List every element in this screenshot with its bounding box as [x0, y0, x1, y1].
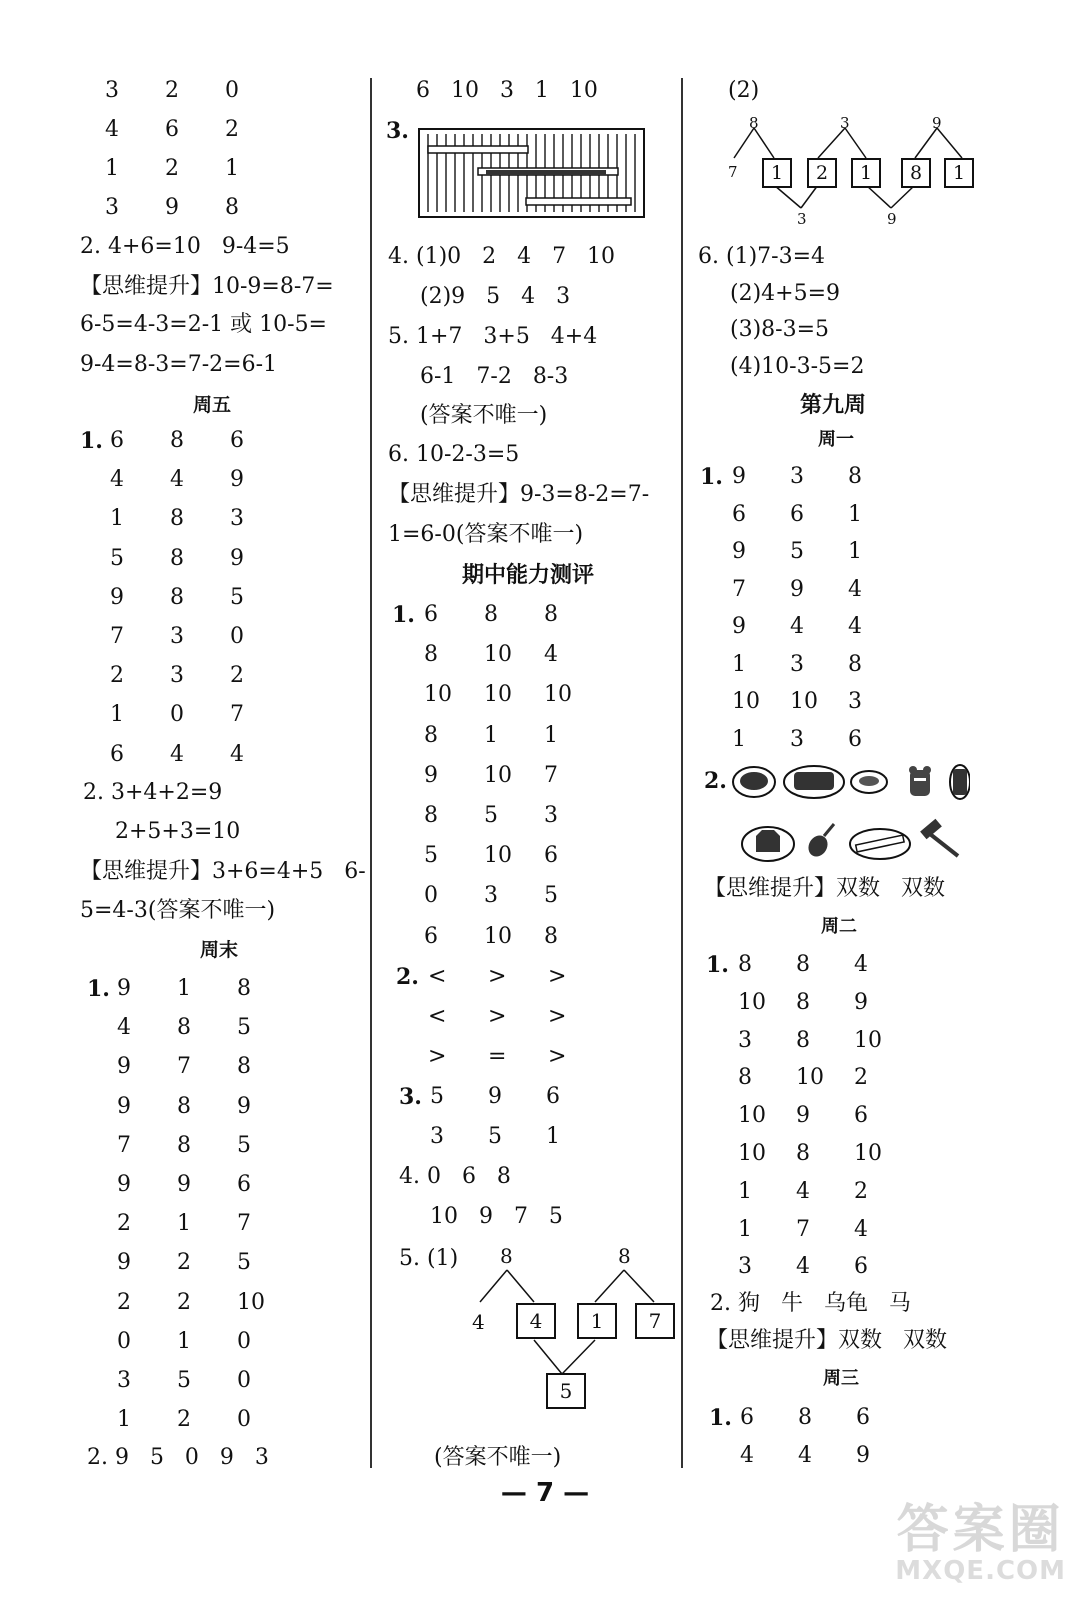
grid-cell: 5: [430, 1084, 444, 1109]
grid-cell: 4: [110, 467, 124, 493]
grid-cell: 8: [424, 722, 438, 748]
grid-cell: 3: [790, 726, 804, 752]
grid-cell: 10: [484, 843, 512, 869]
column-1: [0, 0, 370, 1475]
section-title-mon: 周一: [818, 429, 854, 450]
mid-q5-note: (答案不唯一): [434, 1445, 562, 1470]
grid-cell: 5: [177, 1368, 191, 1393]
watermark-url: MXQE.COM: [895, 1556, 1066, 1586]
grid-cell: 9: [117, 1093, 131, 1119]
grid-cell: 1: [484, 722, 498, 748]
grid-cell: 9: [117, 976, 131, 1001]
grid-cell: 10: [732, 689, 760, 714]
grid-cell: 8: [177, 1093, 191, 1119]
tree-box-4: 8: [901, 158, 931, 188]
mon-q1-label: 1.: [700, 464, 723, 490]
grid-cell: 9: [117, 1250, 131, 1276]
q2-line: 2. 4+6=10 9-4=5: [80, 234, 290, 259]
top-line: 6 10 3 1 10: [416, 78, 598, 103]
think2-line-1: 【思维提升】3+6=4+5 6-: [80, 859, 366, 884]
grid-cell: 1: [738, 1216, 752, 1242]
grid-cell: =: [488, 1044, 507, 1069]
grid-cell: 3: [790, 464, 804, 489]
grid-cell: 0: [237, 1368, 251, 1393]
grid-cell: 4: [796, 1178, 810, 1204]
grid-cell: 1: [117, 1407, 131, 1433]
grid-cell: 1: [110, 506, 124, 532]
mid-q1-label: 1.: [392, 602, 415, 628]
grid-cell: 5: [110, 545, 124, 571]
grid-cell: 2: [854, 1065, 868, 1091]
grid-cell: 1: [177, 1328, 191, 1354]
grid-cell: 2: [177, 1407, 191, 1433]
grid-cell: 3: [105, 195, 119, 220]
grid-cell: 9: [424, 762, 438, 788]
grid-cell: 10: [484, 642, 512, 668]
q5-2-label: (2): [728, 78, 760, 103]
grid-cell: 6: [732, 501, 746, 527]
grid-cell: 10: [854, 1141, 882, 1166]
week5-q2-line-2: 2+5+3=10: [115, 819, 241, 844]
grid-cell: 8: [798, 1405, 812, 1430]
section-title-week9: 第九周: [800, 392, 867, 418]
tree-leaf-left: 7: [728, 163, 738, 181]
grid-cell: 4: [230, 741, 244, 767]
grid-cell: 8: [796, 952, 810, 977]
grid-cell: 10: [484, 923, 512, 949]
grid-cell: 7: [796, 1216, 810, 1242]
tree-box-3: 7: [635, 1303, 675, 1339]
grid-cell: 8: [177, 1015, 191, 1041]
grid-cell: 4: [170, 741, 184, 767]
tray-icon: [784, 766, 844, 798]
grid-cell: 1: [225, 156, 239, 181]
grid-cell: 7: [177, 1054, 191, 1080]
grid-cell: >: [428, 1044, 447, 1069]
grid-cell: 6: [110, 741, 124, 767]
drumstick-icon: [805, 824, 834, 860]
mid-q5-label: 5. (1): [399, 1246, 459, 1271]
grid-cell: 5: [424, 843, 438, 869]
grid-cell: 3: [170, 663, 184, 689]
grid-cell: 10: [796, 1065, 824, 1091]
grid-cell: 10: [424, 682, 452, 708]
grid-cell: 3: [790, 651, 804, 677]
grid-cell: 6: [424, 923, 438, 949]
grid-cell: 7: [230, 702, 244, 728]
grid-cell: 4: [105, 117, 119, 142]
grid-cell: 9: [732, 614, 746, 639]
watermark-logo: [895, 1487, 1066, 1586]
page-number: — 7 —: [500, 1478, 590, 1508]
grid-cell: 2: [177, 1289, 191, 1315]
q6-line-4: (4)10-3-5=2: [730, 354, 865, 379]
grid-cell: 4: [854, 952, 868, 977]
grid-cell: 8: [225, 195, 239, 220]
grid-cell: 10: [854, 1027, 882, 1053]
grid-cell: 3: [848, 689, 862, 714]
grid-cell: 8: [544, 602, 558, 627]
grid-cell: 5: [484, 803, 498, 828]
grid-cell: 8: [738, 952, 752, 977]
grid-cell: 7: [544, 762, 558, 788]
bowl-icon: [851, 771, 887, 793]
tree-leaf-left: 4: [472, 1310, 485, 1334]
tree-top-3: 9: [932, 114, 942, 132]
grid-cell: 9: [237, 1093, 251, 1119]
grid-cell: 4: [117, 1015, 131, 1041]
grid-cell: 1: [110, 702, 124, 728]
grid-cell: 3: [170, 624, 184, 649]
tue-q1-label: 1.: [706, 952, 729, 978]
tree-box-5: 1: [944, 158, 974, 188]
grid-cell: 6: [544, 843, 558, 869]
grid-cell: 6: [790, 501, 804, 527]
grid-cell: 1: [105, 156, 119, 181]
tree-top-2: 3: [840, 114, 850, 132]
grid-cell: 7: [237, 1211, 251, 1237]
grid-cell: 9: [790, 576, 804, 602]
grid-cell: 4: [790, 614, 804, 639]
hammer-icon: [920, 819, 958, 856]
grid-cell: 0: [424, 883, 438, 909]
q6-line-1: 6. (1)7-3=4: [698, 244, 826, 269]
grid-cell: 9: [856, 1442, 870, 1468]
grid-cell: >: [488, 964, 507, 989]
grid-cell: <: [428, 1004, 447, 1029]
grid-cell: 1: [544, 722, 558, 748]
grid-cell: 3: [544, 803, 558, 828]
grid-cell: 8: [484, 602, 498, 627]
grid-cell: 0: [230, 624, 244, 649]
grid-cell: 7: [732, 576, 746, 602]
grid-cell: 1: [732, 651, 746, 677]
grid-cell: 5: [488, 1124, 502, 1149]
grid-cell: 2: [117, 1289, 131, 1315]
grid-cell: 10: [790, 689, 818, 714]
grid-cell: 9: [854, 989, 868, 1015]
grid-cell: 5: [230, 584, 244, 610]
tue-think-line: 【思维提升】双数 双数: [706, 1328, 947, 1353]
wed-q1-label: 1.: [709, 1405, 732, 1431]
grid-cell: 9: [165, 195, 179, 220]
grid-cell: 5: [790, 539, 804, 564]
tree-box-1: 4: [516, 1303, 556, 1339]
grid-cell: 3: [738, 1027, 752, 1053]
grid-cell: 9: [117, 1054, 131, 1080]
grid-cell: 6: [424, 602, 438, 627]
think-line-2: 1=6-0(答案不唯一): [388, 522, 584, 547]
grid-cell: 6: [854, 1254, 868, 1280]
cup-icon: [950, 765, 970, 799]
section-title-week5: 周五: [193, 394, 232, 416]
q3-label: 3.: [386, 118, 409, 144]
grid-cell: >: [548, 964, 567, 989]
tree-top-right: 8: [618, 1244, 631, 1268]
grid-cell: 1: [177, 1211, 191, 1237]
grid-cell: 3: [484, 883, 498, 909]
grid-cell: 10: [484, 682, 512, 708]
grid-cell: 7: [117, 1132, 131, 1158]
tree-box-1: 1: [762, 158, 792, 188]
grid-cell: 6: [230, 428, 244, 453]
week5-q2-line-1: 2. 3+4+2=9: [83, 780, 223, 805]
tree-bottom-2: 9: [887, 210, 897, 228]
tree-bottom-1: 3: [797, 210, 807, 228]
tree-box-2: 1: [577, 1303, 617, 1339]
grid-cell: 9: [732, 539, 746, 564]
grid-cell: 4: [170, 467, 184, 493]
grid-cell: 9: [488, 1084, 502, 1109]
grid-cell: 3: [117, 1368, 131, 1393]
q6-line-3: (3)8-3=5: [730, 317, 830, 342]
q6-line: 6. 10-2-3=5: [388, 442, 520, 467]
grid-cell: <: [428, 964, 447, 989]
mon-q2-label: 2.: [704, 768, 727, 794]
grid-cell: 10: [738, 989, 766, 1015]
think-line-1: 【思维提升】10-9=8-7=: [80, 274, 334, 299]
grid-cell: 8: [544, 923, 558, 949]
grid-cell: 2: [165, 78, 179, 103]
grid-cell: 0: [237, 1328, 251, 1354]
mon-think-line: 【思维提升】双数 双数: [704, 876, 945, 901]
think-line-3: 9-4=8-3=7-2=6-1: [80, 352, 278, 377]
grid-cell: 2: [117, 1211, 131, 1237]
week5-q1-label: 1.: [80, 428, 103, 454]
grid-cell: 8: [796, 989, 810, 1015]
grid-cell: 9: [230, 467, 244, 493]
grid-cell: 9: [117, 1172, 131, 1197]
grid-cell: 0: [117, 1328, 131, 1354]
q5-line-3: (答案不唯一): [420, 403, 548, 428]
plate-ruler-icon: [850, 829, 910, 859]
grid-cell: 4: [854, 1216, 868, 1242]
grid-cell: 5: [237, 1250, 251, 1276]
tree-box-2: 2: [807, 158, 837, 188]
grid-cell: 3: [430, 1124, 444, 1149]
grid-cell: 9: [177, 1172, 191, 1197]
grid-cell: 8: [170, 506, 184, 532]
tree-box-bottom: 5: [546, 1373, 586, 1409]
weekend-q2-line: 2. 9 5 0 9 3: [87, 1445, 269, 1470]
section-title-weekend: 周末: [200, 939, 239, 961]
clothes-icon: [742, 827, 794, 861]
grid-cell: 8: [170, 584, 184, 610]
mid-q2-label: 2.: [396, 964, 419, 990]
grid-cell: 1: [546, 1124, 560, 1149]
grid-cell: 1: [732, 726, 746, 752]
grid-cell: >: [488, 1004, 507, 1029]
grid-cell: 1: [177, 976, 191, 1001]
grid-cell: 10: [738, 1103, 766, 1129]
grid-cell: 0: [237, 1407, 251, 1433]
watermark-text: 答案圈: [896, 1500, 1065, 1560]
grid-cell: 8: [848, 651, 862, 677]
column-2: [372, 0, 680, 1475]
object-drawings: [730, 762, 970, 864]
think-line-1: 【思维提升】9-3=8-2=7-: [388, 482, 650, 507]
grid-cell: 8: [170, 428, 184, 453]
grid-cell: 8: [237, 1054, 251, 1080]
grid-cell: 2: [177, 1250, 191, 1276]
grid-cell: 5: [237, 1132, 251, 1158]
weekend-q1-label: 1.: [87, 976, 110, 1002]
grid-cell: 8: [177, 1132, 191, 1158]
q5-line-2: 6-1 7-2 8-3: [420, 364, 569, 389]
section-title-midterm: 期中能力测评: [462, 562, 595, 588]
grid-cell: 6: [546, 1084, 560, 1109]
mid-q3-label: 3.: [399, 1084, 422, 1110]
grid-cell: 9: [230, 545, 244, 571]
q4-line-1: 4. (1)0 2 4 7 10: [388, 244, 616, 269]
grid-cell: 6: [237, 1172, 251, 1197]
grid-cell: 2: [165, 156, 179, 181]
grid-cell: 8: [796, 1027, 810, 1053]
grid-cell: 3: [738, 1254, 752, 1280]
grid-cell: 8: [796, 1141, 810, 1166]
grid-cell: 1: [848, 539, 862, 564]
grid-cell: 8: [424, 803, 438, 828]
grid-cell: 0: [170, 702, 184, 728]
grid-cell: 7: [110, 624, 124, 649]
grid-cell: 4: [848, 576, 862, 602]
grid-cell: >: [548, 1004, 567, 1029]
section-title-tue: 周二: [821, 916, 857, 937]
grid-cell: 5: [237, 1015, 251, 1041]
grid-cell: 2: [854, 1178, 868, 1204]
section-title-wed: 周三: [823, 1368, 859, 1389]
grid-cell: 2: [225, 117, 239, 142]
think-line-2: 6-5=4-3=2-1 或 10-5=: [80, 312, 327, 337]
grid-cell: 4: [740, 1442, 754, 1468]
grid-cell: 4: [848, 614, 862, 639]
grid-cell: 8: [738, 1065, 752, 1091]
q5-line-1: 5. 1+7 3+5 4+4: [388, 324, 598, 349]
grid-cell: 6: [740, 1405, 754, 1430]
grid-cell: 1: [848, 501, 862, 527]
grid-cell: 9: [796, 1103, 810, 1129]
tree-top-left: 8: [500, 1244, 513, 1268]
q6-line-2: (2)4+5=9: [730, 281, 841, 306]
bear-icon: [909, 766, 931, 796]
think2-line-2: 5=4-3(答案不唯一): [80, 898, 276, 923]
grid-cell: 4: [796, 1254, 810, 1280]
grid-cell: 8: [424, 642, 438, 668]
mid-q4-line-1: 4. 0 6 8: [399, 1164, 511, 1189]
grid-cell: 2: [230, 663, 244, 689]
grid-cell: 6: [854, 1103, 868, 1129]
grid-cell: 3: [230, 506, 244, 532]
grid-cell: 6: [110, 428, 124, 453]
grid-cell: 4: [544, 642, 558, 668]
tree-box-3: 1: [851, 158, 881, 188]
grid-cell: 9: [110, 584, 124, 610]
tree-top-1: 8: [749, 114, 759, 132]
tue-q2-line: 2. 狗 牛 乌龟 马: [710, 1291, 911, 1316]
grid-cell: 9: [732, 464, 746, 489]
grid-cell: 6: [848, 726, 862, 752]
grid-cell: 5: [544, 883, 558, 909]
grid-cell: 6: [856, 1405, 870, 1430]
grid-cell: 10: [738, 1141, 766, 1166]
grid-cell: 10: [237, 1289, 265, 1315]
mid-q4-line-2: 10 9 7 5: [430, 1204, 563, 1229]
grid-cell: 8: [170, 545, 184, 571]
grid-cell: 8: [237, 976, 251, 1001]
stick-bundle-diagram: [418, 128, 645, 218]
q4-line-2: (2)9 5 4 3: [420, 284, 571, 309]
grid-cell: 3: [105, 78, 119, 103]
grid-cell: 10: [544, 682, 572, 708]
grid-cell: 8: [848, 464, 862, 489]
grid-cell: 0: [225, 78, 239, 103]
grid-cell: 10: [484, 762, 512, 788]
grid-cell: 1: [738, 1178, 752, 1204]
grid-cell: 6: [165, 117, 179, 142]
grid-cell: >: [548, 1044, 567, 1069]
dish-icon: [733, 767, 775, 797]
grid-cell: 4: [798, 1442, 812, 1468]
column-3: [682, 0, 1090, 1475]
grid-cell: 2: [110, 663, 124, 689]
